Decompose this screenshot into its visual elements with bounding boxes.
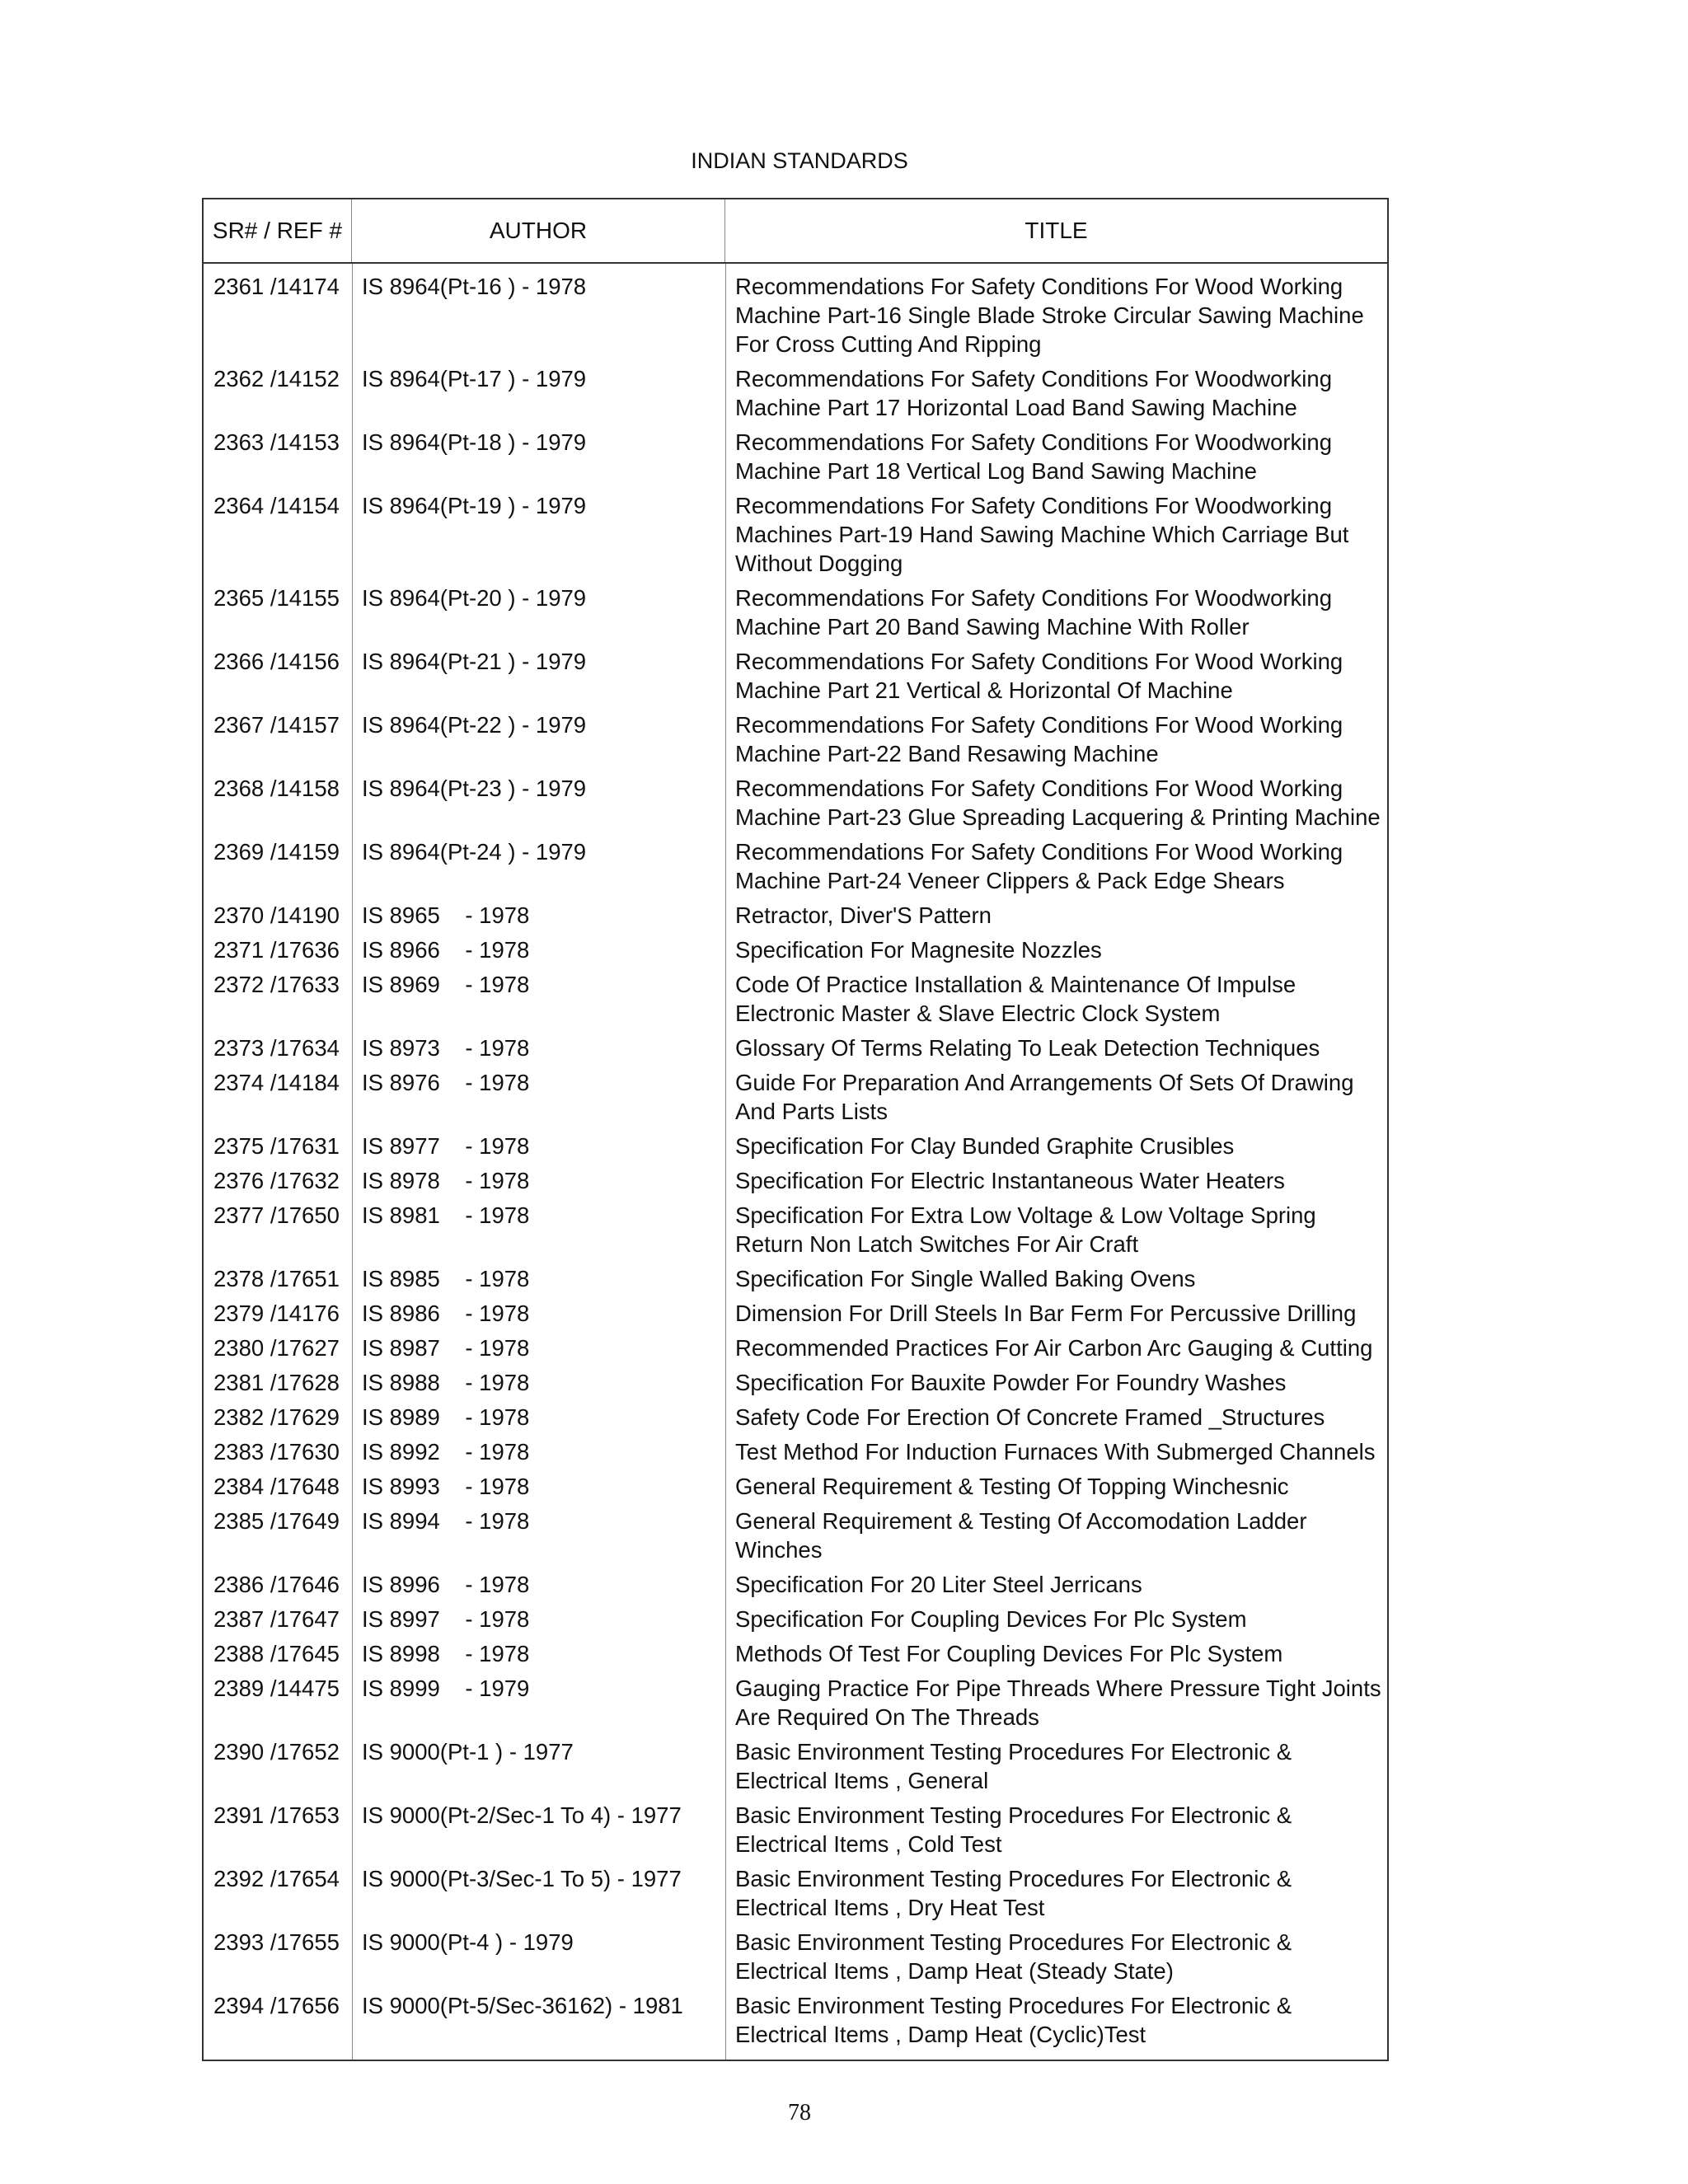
title-cell: Recommendations For Safety Conditions For Wood Working Machine Part-22 Band Resawing Machine bbox=[735, 712, 1343, 766]
ref-cell: 2382 /17629 bbox=[213, 1404, 340, 1430]
author-cell: IS 9000(Pt-4 ) - 1979 bbox=[362, 1929, 574, 1955]
author-cell: IS 8977 - 1978 bbox=[362, 1133, 530, 1159]
column-header-title: TITLE bbox=[1025, 218, 1088, 243]
ref-cell: 2377 /17650 bbox=[213, 1202, 340, 1228]
ref-cell: 2370 /14190 bbox=[213, 902, 340, 928]
ref-cell: 2365 /14155 bbox=[213, 585, 340, 611]
author-cell: IS 8964(Pt-21 ) - 1979 bbox=[362, 649, 587, 674]
author-cell: IS 8964(Pt-17 ) - 1979 bbox=[362, 366, 587, 391]
ref-cell: 2389 /14475 bbox=[213, 1675, 340, 1701]
ref-cell: 2384 /17648 bbox=[213, 1474, 340, 1499]
author-cell: IS 8969 - 1978 bbox=[362, 972, 530, 997]
title-cell: Recommendations For Safety Conditions For Wood Working Machine Part-24 Veneer Clippers & Pack Edge Shears bbox=[735, 839, 1343, 893]
ref-cell: 2375 /17631 bbox=[213, 1133, 340, 1159]
title-cell: General Requirement & Testing Of Topping Winchesnic bbox=[735, 1474, 1289, 1499]
title-cell: Recommendations For Safety Conditions For Woodworking Machine Part 18 Vertical Log Band Sawing Machine bbox=[735, 429, 1332, 484]
title-cell: Recommended Practices For Air Carbon Arc Gauging & Cutting bbox=[735, 1335, 1373, 1361]
standards-table bbox=[202, 198, 1389, 2061]
title-cell: Recommendations For Safety Conditions For Wood Working Machine Part-16 Single Blade Stroke Circular Sawing Machine For Cross Cutting And Ripping bbox=[735, 274, 1364, 357]
title-cell: Guide For Preparation And Arrangements Of Sets Of Drawing And Parts Lists bbox=[735, 1070, 1354, 1124]
ref-cell: 2361 /14174 bbox=[213, 274, 340, 299]
ref-cell: 2394 /17656 bbox=[213, 1993, 340, 2018]
author-cell: IS 8964(Pt-16 ) - 1978 bbox=[362, 274, 587, 299]
title-cell: Recommendations For Safety Conditions For Woodworking Machines Part-19 Hand Sawing Machine Which Carriage But Without Dogging bbox=[735, 493, 1349, 576]
author-cell: IS 9000(Pt-1 ) - 1977 bbox=[362, 1739, 574, 1765]
title-cell: Specification For 20 Liter Steel Jerricans bbox=[735, 1572, 1142, 1597]
title-cell: Specification For Single Walled Baking Ovens bbox=[735, 1266, 1196, 1291]
ref-cell: 2378 /17651 bbox=[213, 1266, 340, 1291]
author-cell: IS 8988 - 1978 bbox=[362, 1370, 530, 1395]
ref-cell: 2372 /17633 bbox=[213, 972, 340, 997]
title-cell: Specification For Clay Bunded Graphite Crusibles bbox=[735, 1133, 1235, 1159]
title-cell: Recommendations For Safety Conditions For Woodworking Machine Part 20 Band Sawing Machine With Roller bbox=[735, 585, 1332, 640]
author-cell: IS 8964(Pt-24 ) - 1979 bbox=[362, 839, 587, 865]
author-cell: IS 9000(Pt-3/Sec-1 To 5) - 1977 bbox=[362, 1866, 682, 1891]
title-cell: Specification For Coupling Devices For Plc System bbox=[735, 1606, 1247, 1632]
ref-cell: 2366 /14156 bbox=[213, 649, 340, 674]
ref-cell: 2376 /17632 bbox=[213, 1168, 340, 1193]
author-cell: IS 8978 - 1978 bbox=[362, 1168, 530, 1193]
ref-cell: 2393 /17655 bbox=[213, 1929, 340, 1955]
author-cell: IS 8965 - 1978 bbox=[362, 902, 530, 928]
ref-cell: 2364 /14154 bbox=[213, 493, 340, 518]
ref-cell: 2392 /17654 bbox=[213, 1866, 340, 1891]
title-cell: Basic Environment Testing Procedures For Electronic & Electrical Items , Damp Heat (Cyclic)Test bbox=[735, 1993, 1292, 2047]
author-cell: IS 8986 - 1978 bbox=[362, 1301, 530, 1326]
ref-cell: 2368 /14158 bbox=[213, 776, 340, 801]
title-cell: Specification For Bauxite Powder For Foundry Washes bbox=[735, 1370, 1287, 1395]
ref-cell: 2387 /17647 bbox=[213, 1606, 340, 1632]
author-cell: IS 9000(Pt-2/Sec-1 To 4) - 1977 bbox=[362, 1802, 682, 1828]
title-cell: Basic Environment Testing Procedures For Electronic & Electrical Items , Cold Test bbox=[735, 1802, 1292, 1857]
title-cell: Code Of Practice Installation & Maintenance Of Impulse Electronic Master & Slave Electric Clock System bbox=[735, 972, 1296, 1026]
ref-cell: 2374 /14184 bbox=[213, 1070, 340, 1095]
title-cell: Dimension For Drill Steels In Bar Ferm For Percussive Drilling bbox=[735, 1301, 1357, 1326]
author-cell: IS 8996 - 1978 bbox=[362, 1572, 530, 1597]
title-cell: Gauging Practice For Pipe Threads Where Pressure Tight Joints Are Required On The Threads bbox=[735, 1675, 1381, 1730]
author-cell: IS 8981 - 1978 bbox=[362, 1202, 530, 1228]
author-cell: IS 8964(Pt-23 ) - 1979 bbox=[362, 776, 587, 801]
author-cell: IS 8976 - 1978 bbox=[362, 1070, 530, 1095]
author-cell: IS 8993 - 1978 bbox=[362, 1474, 530, 1499]
page-number: 78 bbox=[788, 2100, 811, 2125]
author-cell: IS 8964(Pt-22 ) - 1979 bbox=[362, 712, 587, 738]
title-cell: Recommendations For Safety Conditions For Wood Working Machine Part-23 Glue Spreading Lacquering & Printing Machine bbox=[735, 776, 1381, 830]
ref-cell: 2373 /17634 bbox=[213, 1035, 340, 1061]
title-cell: Specification For Magnesite Nozzles bbox=[735, 937, 1102, 963]
title-cell: Recommendations For Safety Conditions For Woodworking Machine Part 17 Horizontal Load Band Sawing Machine bbox=[735, 366, 1332, 420]
title-cell: Basic Environment Testing Procedures For Electronic & Electrical Items , Damp Heat (Steady State) bbox=[735, 1929, 1292, 1984]
author-cell: IS 8994 - 1978 bbox=[362, 1508, 530, 1534]
column-header-author: AUTHOR bbox=[352, 199, 725, 262]
page-title: INDIAN STANDARDS bbox=[691, 148, 908, 173]
ref-cell: 2386 /17646 bbox=[213, 1572, 340, 1597]
ref-cell: 2369 /14159 bbox=[213, 839, 340, 865]
author-cell: IS 8992 - 1978 bbox=[362, 1439, 530, 1465]
title-cell: Retractor, Diver'S Pattern bbox=[735, 902, 992, 928]
author-cell: IS 8964(Pt-18 ) - 1979 bbox=[362, 429, 587, 455]
ref-cell: 2367 /14157 bbox=[213, 712, 340, 738]
title-cell: Glossary Of Terms Relating To Leak Detection Techniques bbox=[735, 1035, 1320, 1061]
ref-cell: 2391 /17653 bbox=[213, 1802, 340, 1828]
author-cell: IS 8998 - 1978 bbox=[362, 1641, 530, 1666]
ref-cell: 2379 /14176 bbox=[213, 1301, 340, 1326]
author-cell: IS 8989 - 1978 bbox=[362, 1404, 530, 1430]
title-cell: General Requirement & Testing Of Accomodation Ladder Winches bbox=[735, 1508, 1307, 1563]
ref-cell: 2388 /17645 bbox=[213, 1641, 340, 1666]
title-cell: Basic Environment Testing Procedures For Electronic & Electrical Items , General bbox=[735, 1739, 1292, 1793]
author-cell: IS 8966 - 1978 bbox=[362, 937, 530, 963]
ref-cell: 2371 /17636 bbox=[213, 937, 340, 963]
author-cell: IS 8985 - 1978 bbox=[362, 1266, 530, 1291]
title-cell: Basic Environment Testing Procedures For Electronic & Electrical Items , Dry Heat Test bbox=[735, 1866, 1292, 1920]
title-cell: Specification For Extra Low Voltage & Low Voltage Spring Return Non Latch Switches For Air Craft bbox=[735, 1202, 1316, 1257]
title-cell: Specification For Electric Instantaneous Water Heaters bbox=[735, 1168, 1285, 1193]
author-cell: IS 8973 - 1978 bbox=[362, 1035, 530, 1061]
ref-cell: 2390 /17652 bbox=[213, 1739, 340, 1765]
ref-cell: 2363 /14153 bbox=[213, 429, 340, 455]
title-cell: Methods Of Test For Coupling Devices For Plc System bbox=[735, 1641, 1283, 1666]
table-header bbox=[204, 199, 1387, 264]
ref-cell: 2381 /17628 bbox=[213, 1370, 340, 1395]
author-cell: IS 8964(Pt-20 ) - 1979 bbox=[362, 585, 587, 611]
author-cell: IS 8987 - 1978 bbox=[362, 1335, 530, 1361]
title-cell: Recommendations For Safety Conditions For Wood Working Machine Part 21 Vertical & Horizontal Of Machine bbox=[735, 649, 1343, 703]
author-cell: IS 8999 - 1979 bbox=[362, 1675, 530, 1701]
ref-cell: 2383 /17630 bbox=[213, 1439, 340, 1465]
title-cell: Safety Code For Erection Of Concrete Framed _Structures bbox=[735, 1404, 1325, 1430]
column-header-ref: SR# / REF # bbox=[204, 199, 352, 262]
table-body bbox=[204, 264, 1387, 2060]
ref-cell: 2380 /17627 bbox=[213, 1335, 340, 1361]
ref-cell: 2385 /17649 bbox=[213, 1508, 340, 1534]
author-cell: IS 9000(Pt-5/Sec-36162) - 1981 bbox=[362, 1993, 683, 2018]
ref-cell: 2362 /14152 bbox=[213, 366, 340, 391]
title-cell: Test Method For Induction Furnaces With Submerged Channels bbox=[735, 1439, 1376, 1465]
author-cell: IS 8964(Pt-19 ) - 1979 bbox=[362, 493, 587, 518]
author-cell: IS 8997 - 1978 bbox=[362, 1606, 530, 1632]
